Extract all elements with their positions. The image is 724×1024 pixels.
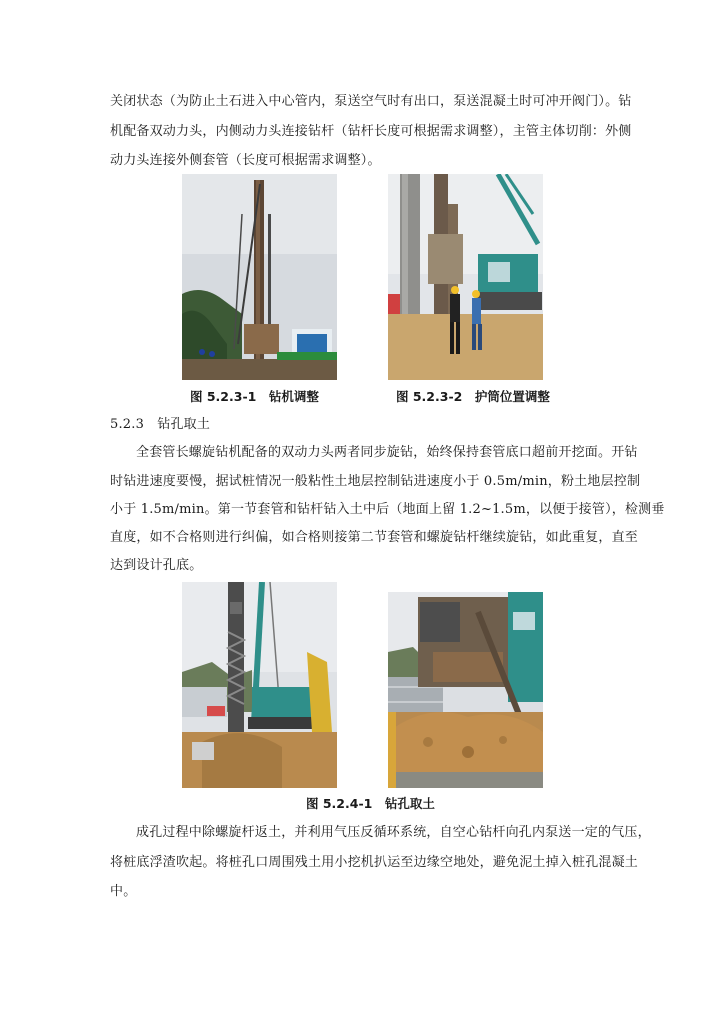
figure-caption: 图 5.2.3-2 护筒位置调整 xyxy=(396,389,550,404)
paragraph-line: 时钻进速度要慢，据试桩情况一般粘性土地层控制钻进速度小于 0.5m/min，粉土地层控制 xyxy=(110,474,641,489)
paragraph-line: 成孔过程中除螺旋杆返土，并利用气压反循环系统，自空心钻杆向孔内泵送一定的气压， xyxy=(136,825,651,840)
paragraph-line: 小于 1.5m/min。第一节套管和钻杆钻入土中后（地面上留 1.2~1.5m，以便于接管），检测垂 xyxy=(110,502,665,517)
photo-drilling-rig-adjustment xyxy=(182,174,337,380)
paragraph-line: 关闭状态（为防止土石进入中心管内，泵送空气时有出口，泵送混凝土时可冲开阀门）。钻 xyxy=(110,94,632,109)
paragraph-line: 将桩底浮渣吹起。将桩孔口周围残土用小挖机扒运至边缘空地处，避免泥土掉入桩孔混凝土 xyxy=(110,855,639,870)
paragraph-line: 达到设计孔底。 xyxy=(110,558,203,573)
figure-caption: 图 5.2.3-1 钻机调整 xyxy=(190,389,319,404)
paragraph-line: 机配备双动力头，内侧动力头连接钻杆（钻杆长度可根据需求调整），主管主体切削：外侧 xyxy=(110,124,632,139)
section-heading: 5.2.3 钻孔取土 xyxy=(110,417,211,432)
photo-spoil-removal xyxy=(388,592,543,788)
paragraph-line: 全套管长螺旋钻机配备的双动力头两者同步旋钻，始终保持套管底口超前开挖面。开钻 xyxy=(136,445,638,460)
paragraph-line: 动力头连接外侧套管（长度可根据需求调整）。 xyxy=(110,153,381,168)
photo-auger-drilling xyxy=(182,582,337,788)
paragraph-line: 中。 xyxy=(110,884,137,899)
paragraph-line: 直度，如不合格则进行纠偏，如合格则接第二节套管和螺旋钻杆继续旋钻，如此重复，直至 xyxy=(110,530,639,545)
photo-casing-position-adjustment xyxy=(388,174,543,380)
figure-caption: 图 5.2.4-1 钻孔取土 xyxy=(306,796,435,811)
